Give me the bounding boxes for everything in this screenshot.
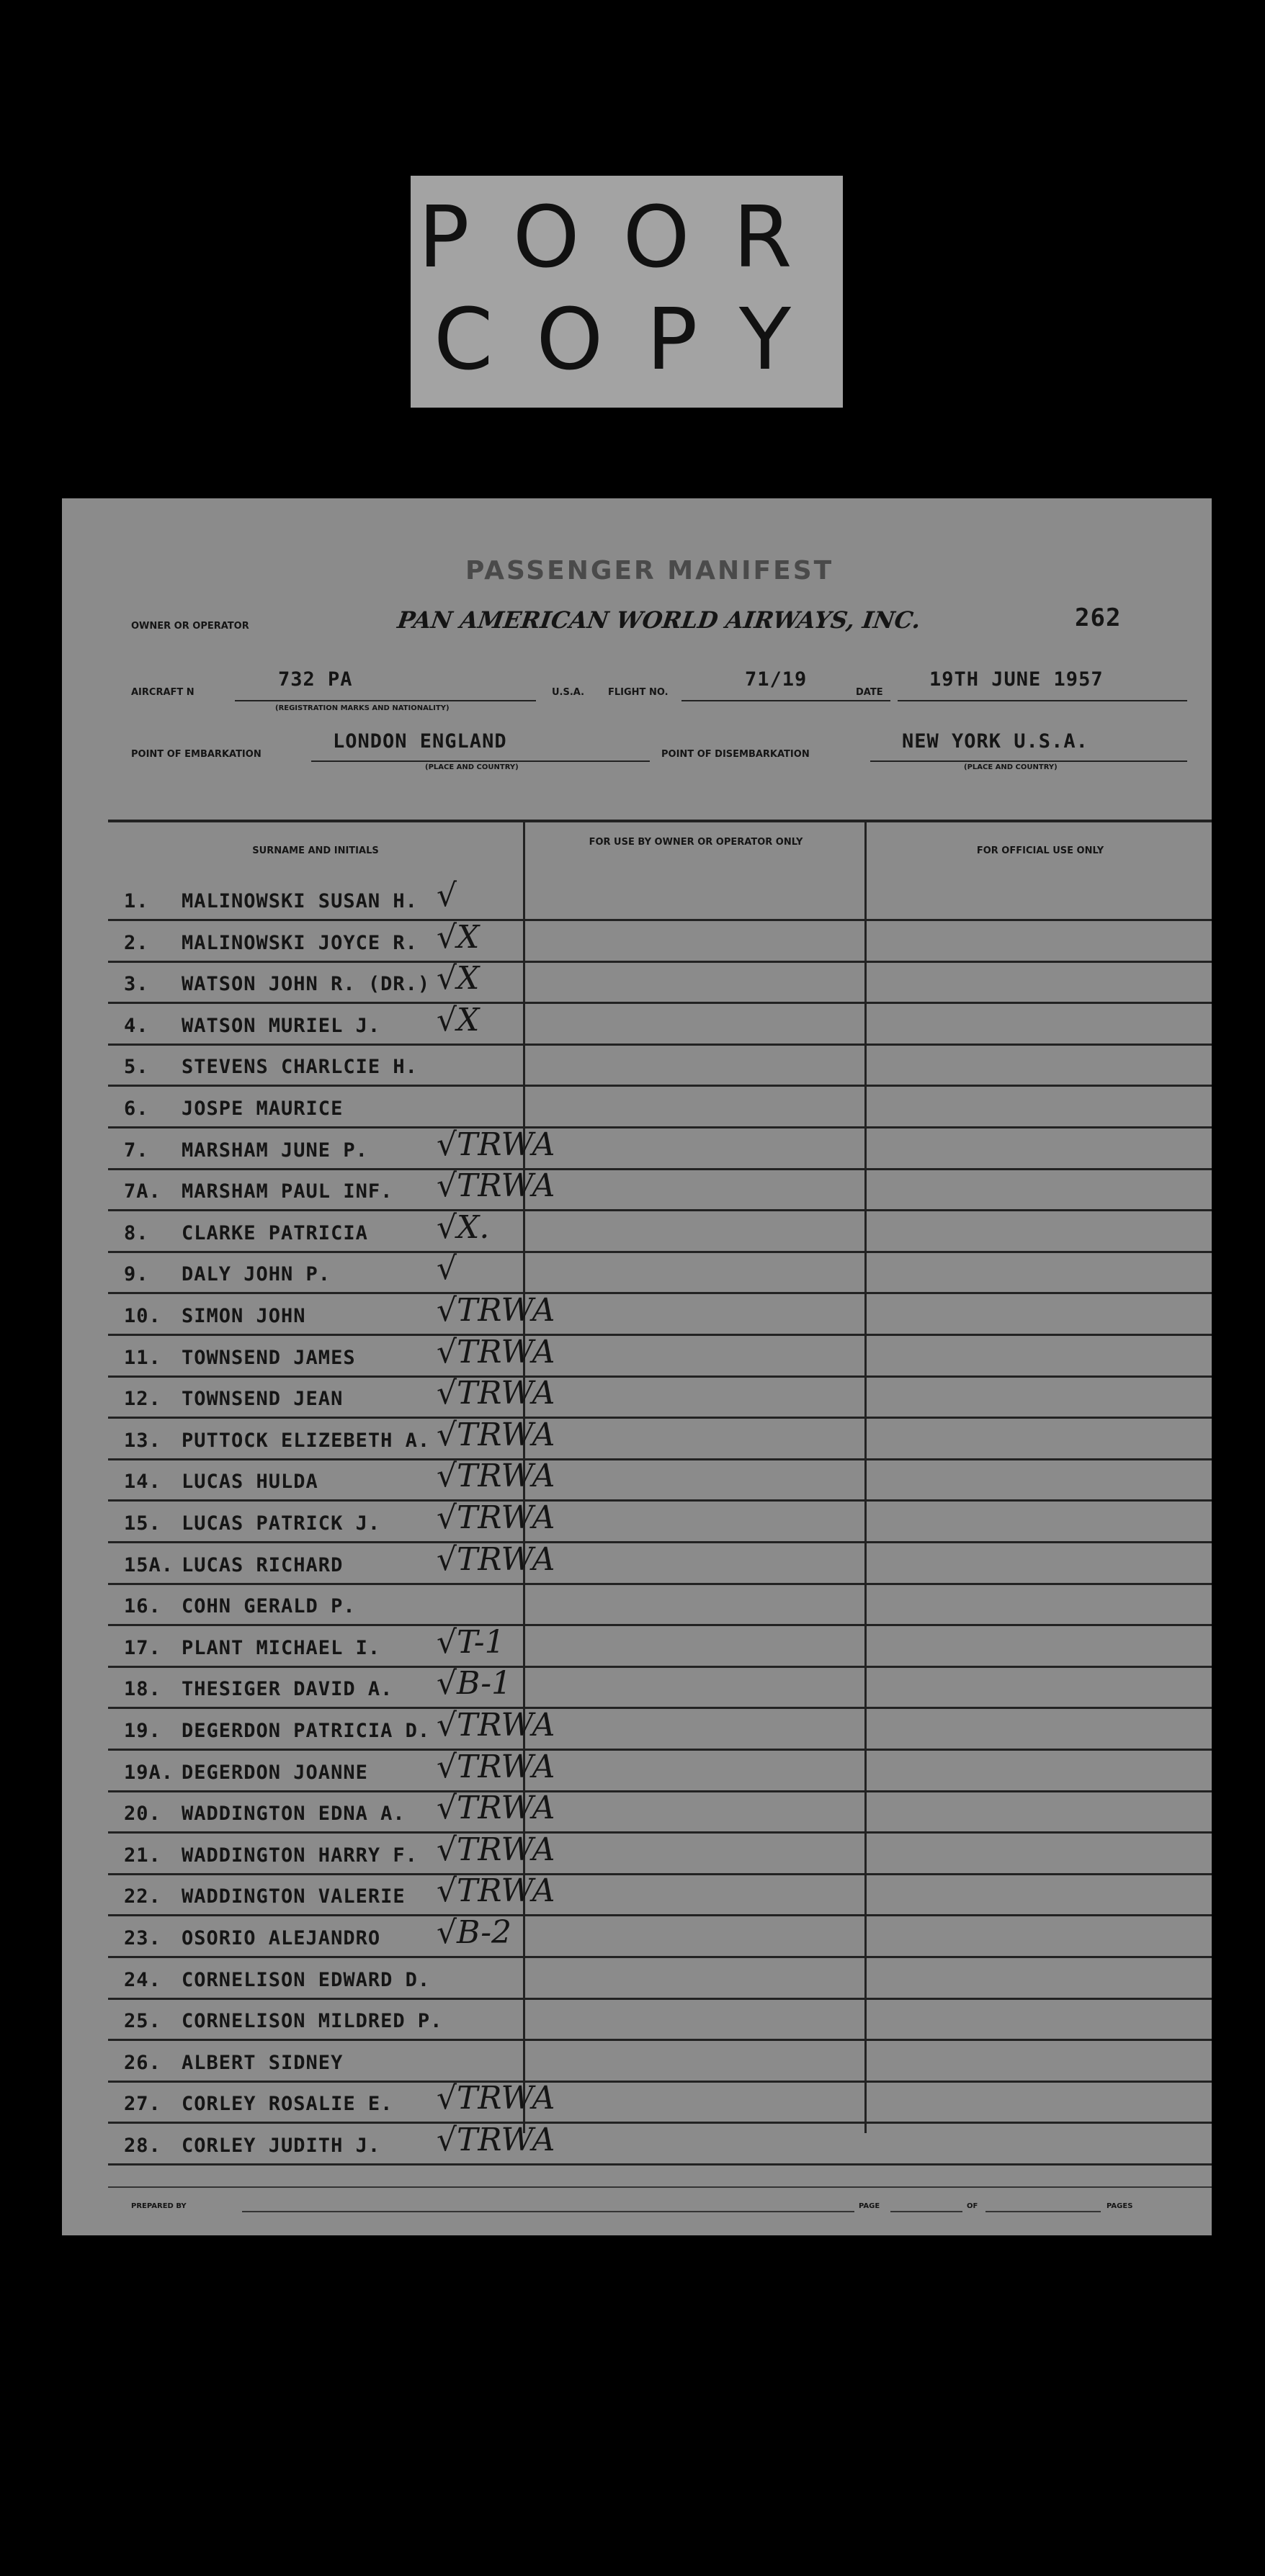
embarkation-underline: [311, 760, 650, 762]
passenger-number: 23.: [124, 1927, 161, 1949]
page-label: PAGE: [859, 2202, 880, 2210]
row-rule: [108, 1831, 1212, 1834]
passenger-name: MARSHAM JUNE P.: [182, 1139, 368, 1162]
passenger-number: 19.: [124, 1720, 161, 1742]
passenger-name: ALBERT SIDNEY: [182, 2051, 344, 2074]
row-rule: [108, 1914, 1212, 1916]
passenger-name: CORLEY JUDITH J.: [182, 2135, 381, 2157]
passenger-number: 18.: [124, 1678, 161, 1701]
row-rule: [108, 1998, 1212, 2000]
row-rule: [108, 1085, 1212, 1087]
handwritten-mark: √X: [437, 1001, 480, 1038]
passenger-name: MALINOWSKI JOYCE R.: [182, 931, 418, 954]
owner-operator-label: OWNER OR OPERATOR: [131, 621, 249, 632]
disembarkation-note: (PLACE AND COUNTRY): [964, 763, 1058, 771]
handwritten-mark: √TRWA: [437, 1499, 555, 1536]
row-rule: [108, 1666, 1212, 1668]
row-rule: [108, 2163, 1212, 2166]
passenger-number: 12.: [124, 1388, 161, 1411]
prepared-by-line: [242, 2211, 854, 2212]
passenger-number: 6.: [124, 1098, 149, 1120]
passenger-number: 20.: [124, 1803, 161, 1826]
manifest-sheet: [62, 498, 1212, 2235]
disembarkation-place: NEW YORK U.S.A.: [902, 730, 1089, 753]
passenger-name: CLARKE PATRICIA: [182, 1221, 368, 1244]
column-header-names: SURNAME AND INITIALS: [252, 845, 379, 856]
row-rule: [108, 1334, 1212, 1336]
passenger-number: 2.: [124, 931, 149, 954]
date-underline: [898, 700, 1187, 701]
handwritten-mark: √TRWA: [437, 1707, 555, 1743]
passenger-number: 28.: [124, 2135, 161, 2157]
passenger-name: DEGERDON JOANNE: [182, 1761, 368, 1784]
passenger-name: OSORIO ALEJANDRO: [182, 1927, 381, 1949]
handwritten-mark: √TRWA: [437, 1790, 555, 1827]
row-rule: [108, 1417, 1212, 1419]
row-rule: [108, 1458, 1212, 1460]
table-top-border: [108, 820, 1212, 822]
row-rule: [108, 1126, 1212, 1128]
handwritten-mark: √TRWA: [437, 1458, 555, 1495]
passenger-number: 27.: [124, 2093, 161, 2116]
passenger-name: PUTTOCK ELIZEBETH A.: [182, 1429, 431, 1452]
handwritten-mark: √: [437, 877, 457, 914]
passenger-number: 5.: [124, 1056, 149, 1079]
handwritten-mark: √X: [437, 918, 480, 956]
row-rule: [108, 2039, 1212, 2041]
row-rule: [108, 2122, 1212, 2124]
prepared-by-label: PREPARED BY: [131, 2202, 187, 2210]
passenger-name: WATSON JOHN R. (DR.): [182, 973, 431, 996]
row-rule: [108, 1292, 1212, 1294]
flight-label: FLIGHT NO.: [608, 687, 669, 698]
passenger-name: LUCAS RICHARD: [182, 1553, 344, 1576]
handwritten-mark: √TRWA: [437, 1831, 555, 1868]
passenger-name: WADDINGTON VALERIE: [182, 1885, 406, 1908]
of-label: OF: [967, 2202, 978, 2210]
footer-divider: [108, 2186, 1212, 2188]
pages-label: PAGES: [1107, 2202, 1133, 2210]
row-rule: [108, 1251, 1212, 1253]
usa-label: U.S.A.: [552, 687, 585, 698]
handwritten-mark: √TRWA: [437, 1292, 555, 1329]
handwritten-mark: √TRWA: [437, 1872, 555, 1910]
row-rule: [108, 1499, 1212, 1502]
handwritten-mark: √B-1: [437, 1665, 512, 1702]
passenger-number: 19A.: [124, 1761, 174, 1784]
passenger-name: WADDINGTON HARRY F.: [182, 1844, 418, 1867]
passenger-name: MARSHAM PAUL INF.: [182, 1180, 393, 1203]
column-header-owner-use: FOR USE BY OWNER OR OPERATOR ONLY: [589, 837, 803, 848]
passenger-number: 17.: [124, 1636, 161, 1659]
passenger-name: TOWNSEND JAMES: [182, 1346, 356, 1369]
row-rule: [108, 1002, 1212, 1004]
row-rule: [108, 919, 1212, 921]
passenger-name: DEGERDON PATRICIA D.: [182, 1720, 431, 1742]
passenger-number: 16.: [124, 1595, 161, 1618]
handwritten-mark: √T-1: [437, 1623, 505, 1661]
passenger-name: CORLEY ROSALIE E.: [182, 2093, 393, 2116]
passenger-number: 24.: [124, 1968, 161, 1991]
passenger-number: 25.: [124, 2010, 161, 2033]
handwritten-mark: √TRWA: [437, 1167, 555, 1205]
passenger-name: LUCAS PATRICK J.: [182, 1512, 381, 1535]
handwritten-mark: √TRWA: [437, 2080, 555, 2117]
row-rule: [108, 1044, 1212, 1046]
passenger-number: 9.: [124, 1263, 149, 1286]
row-rule: [108, 1956, 1212, 1958]
page-line: [890, 2211, 962, 2212]
poor-copy-label: [411, 176, 843, 408]
disembarkation-label: POINT OF DISEMBARKATION: [661, 749, 810, 760]
handwritten-mark: √B-2: [437, 1914, 512, 1951]
flight-date: 19TH JUNE 1957: [929, 668, 1104, 691]
handwritten-mark: √TRWA: [437, 1748, 555, 1785]
passenger-number: 1.: [124, 890, 149, 912]
registration-note: (REGISTRATION MARKS AND NATIONALITY): [275, 704, 450, 712]
row-rule: [108, 1790, 1212, 1792]
passenger-name: WATSON MURIEL J.: [182, 1014, 381, 1037]
passenger-number: 26.: [124, 2051, 161, 2074]
handwritten-mark: √TRWA: [437, 1333, 555, 1370]
flight-number: 71/19: [745, 668, 808, 691]
aircraft-label: AIRCRAFT N: [131, 687, 195, 698]
disembarkation-underline: [870, 760, 1187, 762]
aircraft-registration: 732 PA: [278, 668, 353, 691]
embarkation-label: POINT OF EMBARKATION: [131, 749, 262, 760]
passenger-name: COHN GERALD P.: [182, 1595, 356, 1618]
row-rule: [108, 961, 1212, 963]
row-rule: [108, 1873, 1212, 1875]
passenger-number: 3.: [124, 973, 149, 996]
passenger-number: 8.: [124, 1221, 149, 1244]
row-rule: [108, 2081, 1212, 2083]
passenger-name: CORNELISON EDWARD D.: [182, 1968, 431, 1991]
passenger-name: JOSPE MAURICE: [182, 1098, 344, 1120]
row-rule: [108, 1541, 1212, 1543]
aircraft-underline: [235, 700, 536, 701]
row-rule: [108, 1375, 1212, 1378]
handwritten-mark: √TRWA: [437, 1540, 555, 1578]
passenger-number: 4.: [124, 1014, 149, 1037]
of-line: [985, 2211, 1101, 2212]
passenger-name: WADDINGTON EDNA A.: [182, 1803, 406, 1826]
row-rule: [108, 1707, 1212, 1709]
column-header-official-use: FOR OFFICIAL USE ONLY: [976, 845, 1104, 856]
passenger-name: DALY JOHN P.: [182, 1263, 331, 1286]
handwritten-mark: √TRWA: [437, 2122, 555, 2158]
manifest-title: PASSENGER MANIFEST: [465, 556, 834, 585]
passenger-name: THESIGER DAVID A.: [182, 1678, 393, 1701]
row-rule: [108, 1209, 1212, 1211]
handwritten-mark: √X.: [437, 1208, 490, 1246]
row-rule: [108, 1749, 1212, 1751]
embarkation-note: (PLACE AND COUNTRY): [425, 763, 519, 771]
poor-copy-line-2: COPY: [434, 290, 834, 389]
row-rule: [108, 1168, 1212, 1170]
handwritten-mark: √: [437, 1250, 457, 1288]
passenger-name: PLANT MICHAEL I.: [182, 1636, 381, 1659]
passenger-name: MALINOWSKI SUSAN H.: [182, 890, 418, 912]
airline-name: PAN AMERICAN WORLD AIRWAYS, INC.: [395, 606, 923, 634]
handwritten-mark: √TRWA: [437, 1416, 555, 1453]
handwritten-mark: √X: [437, 960, 480, 997]
passenger-number: 15A.: [124, 1553, 174, 1576]
passenger-number: 22.: [124, 1885, 161, 1908]
handwritten-mark: √TRWA: [437, 1375, 555, 1412]
page-number: 262: [1075, 603, 1122, 632]
row-rule: [108, 1624, 1212, 1626]
passenger-name: STEVENS CHARLCIE H.: [182, 1056, 418, 1079]
passenger-number: 7A.: [124, 1180, 161, 1203]
passenger-name: CORNELISON MILDRED P.: [182, 2010, 443, 2033]
column-divider-official: [864, 822, 867, 2133]
passenger-number: 11.: [124, 1346, 161, 1369]
handwritten-mark: √TRWA: [437, 1126, 555, 1163]
passenger-number: 21.: [124, 1844, 161, 1867]
date-label: DATE: [856, 687, 883, 698]
embarkation-place: LONDON ENGLAND: [333, 730, 507, 753]
passenger-number: 13.: [124, 1429, 161, 1452]
poor-copy-line-1: POOR: [418, 187, 836, 287]
passenger-name: SIMON JOHN: [182, 1305, 306, 1327]
row-rule: [108, 1583, 1212, 1585]
passenger-name: LUCAS HULDA: [182, 1471, 318, 1494]
passenger-number: 15.: [124, 1512, 161, 1535]
passenger-number: 7.: [124, 1139, 149, 1162]
flight-underline: [681, 700, 890, 701]
passenger-number: 10.: [124, 1305, 161, 1327]
passenger-number: 14.: [124, 1471, 161, 1494]
passenger-name: TOWNSEND JEAN: [182, 1388, 344, 1411]
